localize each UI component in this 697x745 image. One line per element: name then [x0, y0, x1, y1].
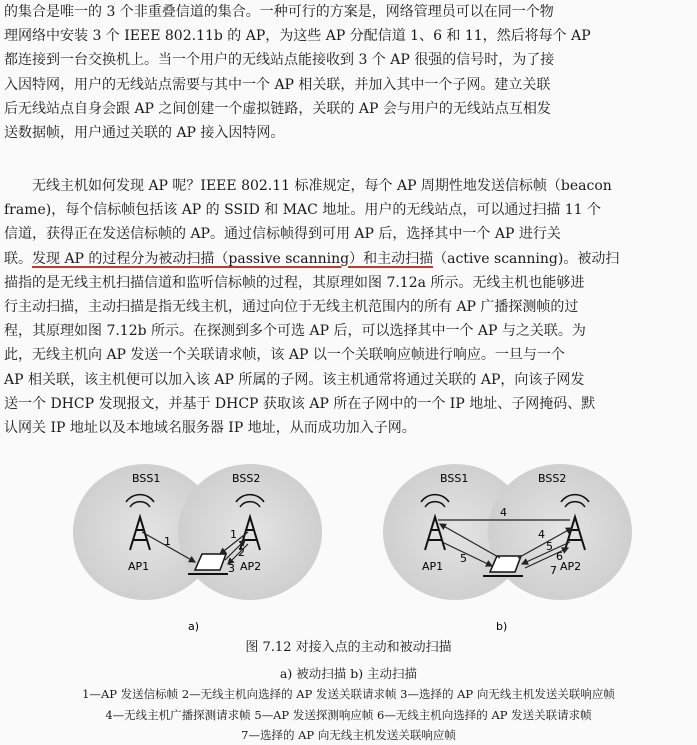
p1-line-5: 后无线站点自身会跟 AP 之间创建一个虚拟链路，关联的 AP 会与用户的无线站点互相发 — [4, 100, 551, 117]
p2-line-7: 程，其原理如图 7.12b 所示。在探测到多个可选 AP 后，可以选择其中一个 AP 与之关联。为 — [4, 323, 586, 340]
p2-line-4c: （active scanning)。被动扫 — [433, 250, 620, 267]
step-6-label: 6 — [556, 550, 563, 563]
bss1-label: BSS1 — [132, 472, 161, 485]
p2-line-6: 行主动扫描，主动扫描是指无线主机，通过向位于无线主机范围内的所有 AP 广播探测帧的过 — [4, 299, 579, 316]
p2-line-5: 描指的是无线主机扫描信道和监听信标帧的过程，其原理如图 7.12a 所示。无线主机也能够进 — [4, 274, 585, 291]
figure-caption-title: 图 7.12 对接入点的主动和被动扫描 — [245, 640, 452, 655]
figure-legend-line-2: 4—无线主机广播探测请求帧 5—AP 发送探测响应帧 6—无线主机向选择的 AP 发送关联请求帧 — [105, 708, 592, 722]
figure-7-12 — [60, 462, 640, 632]
step-5-label: 5 — [460, 552, 467, 565]
p1-line-6: 送数据帧，用户通过关联的 AP 接入因特网。 — [4, 125, 285, 142]
p2-line-2: frame)，每个信标帧包括该 AP 的 SSID 和 MAC 地址。用户的无线站点，可以通过扫描 11 个 — [4, 202, 602, 219]
step-1b-label: 1 — [230, 528, 237, 541]
bss1-label-b: BSS1 — [440, 472, 469, 485]
figure-caption-subtitle: a) 被动扫描 b) 主动扫描 — [279, 666, 418, 681]
p1-line-1: 的集合是唯一的 3 个非重叠信道的集合。一种可行的方案是，网络管理员可以在同一个物 — [4, 4, 554, 20]
underlined-scanning-phrase: 发现 AP 的过程分为被动扫描（passive scanning）和主动扫描 — [32, 250, 434, 267]
step-1-label: 1 — [164, 535, 171, 548]
figure-legend-line-1: 1—AP 发送信标帧 2—无线主机向选择的 AP 发送关联请求帧 3—选择的 AP 向无线主机发送关联响应帧 — [82, 687, 615, 701]
panel-a-passive — [73, 464, 322, 632]
step-3-label: 3 — [228, 562, 235, 575]
figure-legend-line-3: 7—选择的 AP 向无线主机发送关联响应帧 — [241, 728, 456, 742]
ap1-label-b: AP1 — [422, 560, 444, 573]
step-4b-label: 4 — [538, 528, 545, 541]
step-5b-label: 5 — [546, 540, 553, 553]
panel-b-active — [383, 464, 632, 632]
p2-line-8: 此，无线主机向 AP 发送一个关联请求帧，该 AP 以一个关联响应帧进行响应。一旦与一个 — [4, 347, 565, 364]
p1-line-4: 入因特网，用户的无线站点需要与其中一个 AP 相关联，并加入其中一个子网。建立关联 — [4, 76, 551, 93]
paragraph-2 — [4, 174, 693, 440]
step-4-label: 4 — [500, 506, 507, 519]
bss2-label: BSS2 — [232, 472, 261, 485]
p1-line-2: 理网络中安装 3 个 IEEE 802.11b 的 AP，为这些 AP 分配信道 1、6 和 11，然后将每个 AP — [4, 28, 591, 45]
ap2-label: AP2 — [240, 560, 262, 573]
p2-line-3: 信道，获得正在发送信标帧的 AP。通过信标帧得到可用 AP 后，选择其中一个 AP 进行关 — [4, 226, 561, 243]
p2-line-11: 认网关 IP 地址以及本地域名服务器 IP 地址，从而成功加入子网。 — [4, 420, 416, 437]
panel-a-label: a) — [188, 620, 200, 632]
p2-line-10: 送一个 DHCP 发现报文，并基于 DHCP 获取该 AP 所在子网中的一个 IP 地址、子网掩码、默 — [4, 395, 596, 412]
ap2-label-b: AP2 — [560, 560, 582, 573]
p2-line-1: 无线主机如何发现 AP 呢？IEEE 802.11 标准规定，每个 AP 周期性地发送信标帧（beacon — [32, 178, 612, 194]
p2-line-4a: 联。 — [4, 250, 32, 267]
ap1-label: AP1 — [128, 560, 150, 573]
paragraph-1 — [4, 0, 693, 145]
bss2-label-b: BSS2 — [538, 472, 567, 485]
step-2-label: 2 — [238, 546, 245, 559]
p2-line-9: AP 相关联，该主机便可以加入该 AP 所属的子网。该主机通常将通过关联的 AP，向该子网发 — [4, 371, 585, 388]
panel-b-label: b) — [496, 620, 508, 632]
step-7-label: 7 — [550, 564, 557, 577]
p1-line-3: 都连接到一台交换机上。当一个用户的无线站点能接收到 3 个 AP 很强的信号时，为了接 — [4, 52, 555, 69]
